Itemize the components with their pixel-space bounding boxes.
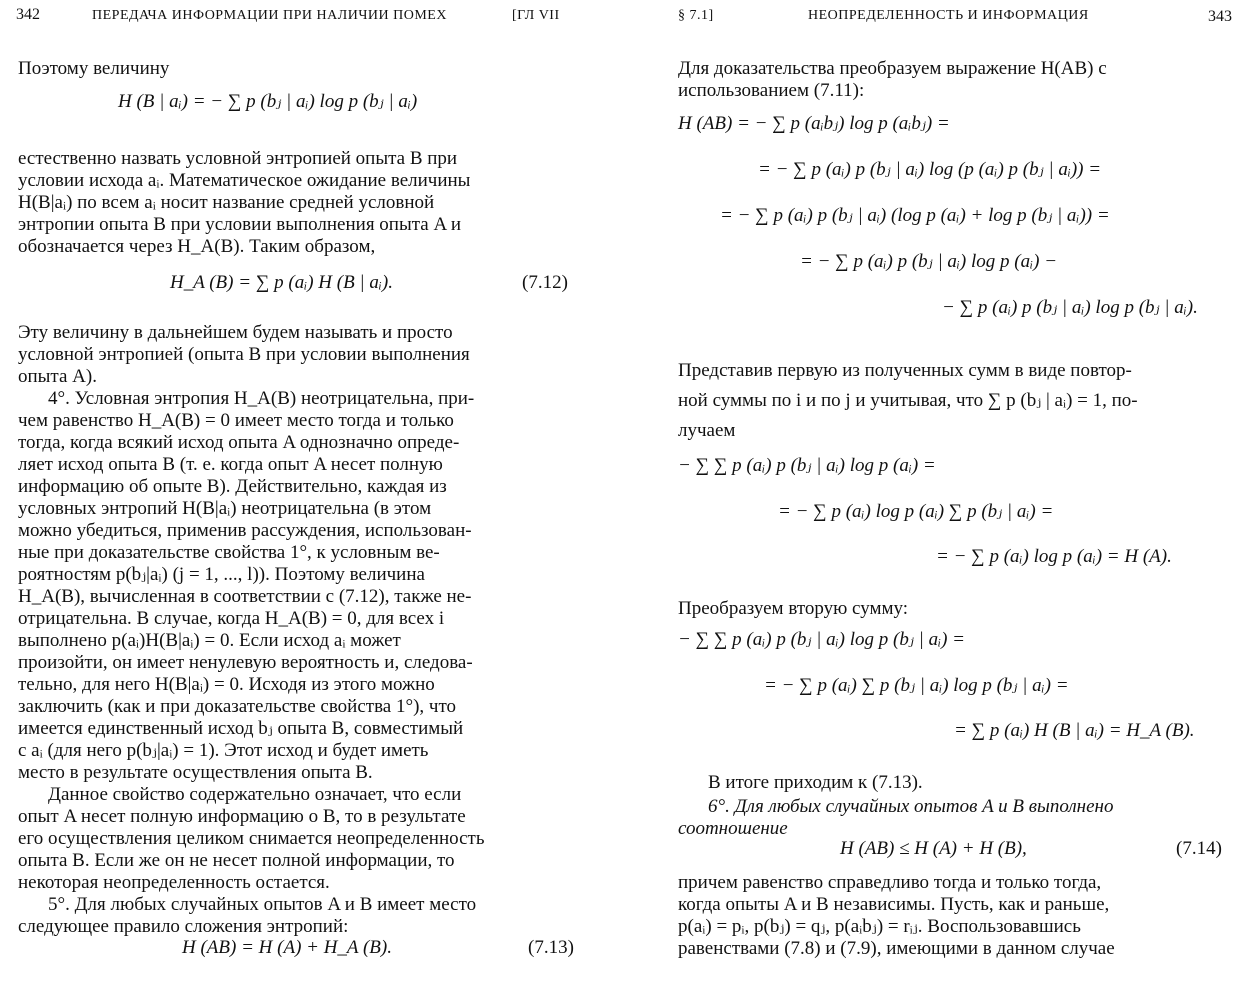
equation-number: (7.14) — [1176, 838, 1222, 859]
text-line: ляет исход опыта B (т. е. когда опыт A несет полную — [18, 454, 443, 475]
text-line: его осуществления целиком снимается неопределенность — [18, 828, 485, 849]
text-line: Данное свойство содержательно означает, что если — [48, 784, 462, 805]
intro-line: Поэтому величину — [18, 58, 170, 79]
equation-number: (7.12) — [522, 272, 568, 293]
text-line: заключить (как и при доказательстве свойства 1°), что — [18, 696, 457, 717]
text-line: чем равенство H_A(B) = 0 имеет место тогда и только — [18, 410, 454, 431]
text-line: Эту величину в дальнейшем будем называть и просто — [18, 322, 453, 343]
text-line: H(B|aᵢ) по всем aᵢ носит название средней условной — [18, 192, 435, 213]
second-sum-intro: Преобразуем вторую сумму: — [678, 598, 909, 619]
derivation-line: H (AB) = − ∑ p (aᵢbⱼ) log p (aᵢbⱼ) = — [678, 113, 950, 134]
second-sum-line: = ∑ p (aᵢ) H (B | aᵢ) = H_A (B). — [954, 720, 1195, 741]
text-line: условной энтропией (опыта B при условии выполнения — [18, 344, 470, 365]
text-line: условных энтропий H(B|aᵢ) неотрицательна (в этом — [18, 498, 432, 519]
running-head: НЕОПРЕДЕЛЕННОСТЬ И ИНФОРМАЦИЯ — [808, 8, 1089, 23]
right-page — [660, 0, 1244, 986]
derivation-line: = − ∑ p (aᵢ) p (bⱼ | aᵢ) (log p (aᵢ) + log p (bⱼ | aᵢ)) = — [720, 205, 1110, 226]
text-line: причем равенство справедливо тогда и только тогда, — [678, 872, 1102, 893]
text-line: некоторая неопределенность остается. — [18, 872, 330, 893]
conclusion-line: В итоге приходим к (7.13). — [708, 772, 923, 793]
text-line: опыт A несет полную информацию о B, то в результате — [18, 806, 466, 827]
derivation-line: = − ∑ p (aᵢ) p (bⱼ | aᵢ) log (p (aᵢ) p (bⱼ | aᵢ)) = — [758, 159, 1102, 180]
equation-conditional-entropy: H (B | aᵢ) = − ∑ p (bⱼ | aᵢ) log p (bⱼ | aᵢ) — [118, 91, 418, 112]
text-line: ные при доказательстве свойства 1°, к условным ве- — [18, 542, 440, 563]
text-line: опыта B. Если же он не несет полной информации, то — [18, 850, 455, 871]
text-line: H_A(B), вычисленная в соответствии с (7.12), также не- — [18, 586, 472, 607]
text-line: условии исхода aᵢ. Математическое ожидание величины — [18, 170, 471, 191]
text-line: произойти, он имеет ненулевую вероятность и, следова- — [18, 652, 473, 673]
section-ref: § 7.1] — [678, 8, 714, 23]
text-line: выполнено p(aᵢ)H(B|aᵢ) = 0. Если исход aᵢ может — [18, 630, 401, 651]
left-page — [0, 0, 600, 986]
text-line: лучаем — [678, 420, 736, 441]
first-sum-line: = − ∑ p (aᵢ) log p (aᵢ) ∑ p (bⱼ | aᵢ) = — [778, 501, 1054, 522]
text-line: когда опыты A и B независимы. Пусть, как и раньше, — [678, 894, 1110, 915]
equation-7-14: H (AB) ≤ H (A) + H (B), — [840, 838, 1027, 859]
equation-number: (7.13) — [528, 937, 574, 958]
text-line: имеется единственный исход bⱼ опыта B, совместимый — [18, 718, 464, 739]
text-line: использованием (7.11): — [678, 80, 865, 101]
second-sum-line: = − ∑ p (aᵢ) ∑ p (bⱼ | aᵢ) log p (bⱼ | aᵢ) = — [764, 675, 1069, 696]
text-line: можно убедиться, применив рассуждения, использован- — [18, 520, 472, 541]
text-line: обозначается через H_A(B). Таким образом, — [18, 236, 376, 257]
text-line: место в результате осуществления опыта B. — [18, 762, 373, 783]
first-sum-line: = − ∑ p (aᵢ) log p (aᵢ) = H (A). — [936, 546, 1172, 567]
text-line: p(aᵢ) = pᵢ, p(bⱼ) = qⱼ, p(aᵢbⱼ) = rᵢⱼ. Воспользовавшись — [678, 916, 1081, 937]
running-head: ПЕРЕДАЧА ИНФОРМАЦИИ ПРИ НАЛИЧИИ ПОМЕХ — [92, 8, 447, 23]
page-number: 342 — [16, 6, 40, 23]
text-line: соотношение — [678, 818, 788, 839]
text-line: равенствами (7.8) и (7.9), имеющими в данном случае — [678, 938, 1115, 959]
equation-7-12: H_A (B) = ∑ p (aᵢ) H (B | aᵢ). — [170, 272, 393, 293]
text-line: с aᵢ (для него p(bⱼ|aᵢ) = 1). Этот исход и будет иметь — [18, 740, 429, 761]
text-line: информацию об опыте B). Действительно, каждая из — [18, 476, 447, 497]
text-line: Для доказательства преобразуем выражение H(AB) с — [678, 58, 1107, 79]
derivation-line: = − ∑ p (aᵢ) p (bⱼ | aᵢ) log p (aᵢ) − — [800, 251, 1058, 272]
page-number: 343 — [1208, 8, 1232, 25]
text-line: 4°. Условная энтропия H_A(B) неотрицательна, при- — [48, 388, 475, 409]
equation-7-13: H (AB) = H (A) + H_A (B). — [182, 937, 392, 958]
text-line: тогда, когда всякий исход опыта A однозначно опреде- — [18, 432, 460, 453]
text-line: Представив первую из полученных сумм в виде повтор- — [678, 360, 1132, 381]
text-line: естественно назвать условной энтропией опыта B при — [18, 148, 458, 169]
text-line: 5°. Для любых случайных опытов A и B имеет место — [48, 894, 477, 915]
derivation-line: − ∑ p (aᵢ) p (bⱼ | aᵢ) log p (bⱼ | aᵢ). — [942, 297, 1198, 318]
chapter-ref: [ГЛ VII — [512, 8, 560, 23]
text-line: опыта A). — [18, 366, 97, 387]
text-line: энтропии опыта B при условии выполнения опыта A и — [18, 214, 462, 235]
text-line: роятностям p(bⱼ|aᵢ) (j = 1, ..., l)). Поэтому величина — [18, 564, 425, 585]
text-line: отрицательна. В случае, когда H_A(B) = 0, для всех i — [18, 608, 445, 629]
first-sum-line: − ∑ ∑ p (aᵢ) p (bⱼ | aᵢ) log p (aᵢ) = — [678, 455, 936, 476]
text-line: ной суммы по i и по j и учитывая, что ∑ p (bⱼ | aᵢ) = 1, по- — [678, 390, 1138, 411]
second-sum-line: − ∑ ∑ p (aᵢ) p (bⱼ | aᵢ) log p (bⱼ | aᵢ) = — [678, 629, 965, 650]
text-line: тельно, для него H(B|aᵢ) = 0. Исходя из этого можно — [18, 674, 435, 695]
text-line: следующее правило сложения энтропий: — [18, 916, 349, 937]
text-line: 6°. Для любых случайных опытов A и B выполнено — [708, 796, 1114, 817]
